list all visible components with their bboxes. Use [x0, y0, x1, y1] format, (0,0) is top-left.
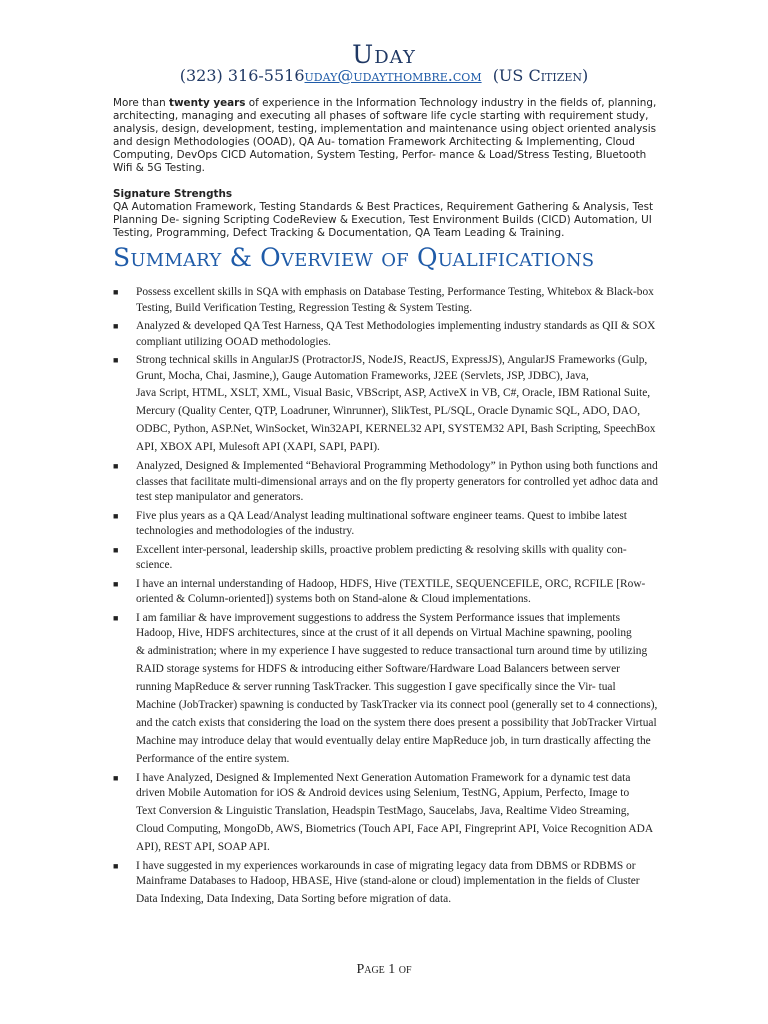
- signature-heading: Signature Strengths: [113, 188, 233, 200]
- list-item: [113, 353, 658, 456]
- section-title: Summary & Overview of Qualifications: [113, 243, 595, 272]
- intro-text: of experience in the Information Technology industry in the fields of, planning, architecting, managing and executing all phases of software life cycle starting with requirement study, analysis, design, development, testing, implementation and maintenance using object oriented analysis and design Methodologies (OOAD), QA Au- tomation Framework Architecting & Implementing, Cloud Computing, DevOps CICD Automation, System Testing, Perfor- mance & Load/Stress Testing, Bluetooth Wifi & 5G Testing.: [113, 97, 657, 175]
- list-item-text: Analyzed, Designed & Implemented “Behavioral Programming Methodology” in Python using both functions and classes that facilitate multi-dimensional arrays and on the fly property generators for controlled yet adhoc data and test step manipulator and generators.: [136, 460, 658, 503]
- list-item-text: I have Analyzed, Designed & Implemented Next Generation Automation Framework for a dynamic test data driven Mobile Automation for iOS & Android devices using Selenium, TestNG, Appium, Perfecto, Image to: [136, 771, 631, 799]
- intro-lead: More than: [113, 97, 169, 109]
- list-item-continuation: Java Script, HTML, XSLT, XML, Visual Basic, VBScript, ASP, ActiveX in VB, C#, Oracle, IBM Rational Suite, Mercury (Quality Center, QTP, Loadruner, Winrunner), SlikTest, PL/SQL, Oracle Dynamic SQL, ADO, DAO, ODBC, Python, ASP.Net, WinSocket, Win32API, KERNEL32 API, SYSTEM32 API, Bash Scripting, SpeechBox API, XBOX API, Mulesoft API (XAPI, SAPI, PAPI).: [136, 387, 656, 453]
- bullet-icon: ■: [113, 287, 119, 297]
- bullet-icon: ■: [113, 321, 119, 331]
- list-item: [113, 459, 658, 506]
- list-item: [113, 611, 658, 768]
- list-item: [113, 859, 658, 908]
- list-item: [113, 285, 658, 316]
- bullet-icon: ■: [113, 461, 119, 471]
- list-item-text: Strong technical skills in AngularJS (ProtractorJS, NodeJS, ReactJS, ExpressJS), AngularJS Frameworks (Gulp, Grunt, Mocha, Chai, Jasmine,), Gauge Automation Frameworks, J2EE (Servlets, JSP, JDBC), Java,: [136, 354, 648, 382]
- list-item: [113, 543, 658, 574]
- bullet-icon: ■: [113, 510, 119, 521]
- bullet-icon: ■: [113, 612, 119, 623]
- qualifications-list: [113, 285, 658, 911]
- list-item-continuation: & administration; where in my experience I have suggested to reduce transactional turn around time by utilizing RAID storage systems for HDFS & introducing either Software/Hardware Load Balancers between server running MapReduce & server running TaskTracker. This suggestion I gave specifically since the Vir- tual Machine (JobTracker) spawning is conducted by TaskTracker via its connect pool (generally set to 4 connections), and the catch exists that considering the load on the system there does present a possibility that JobTracker Virtual Machine may introduce delay that would eventually delay entire MapReduce job, in turn drastically affecting the Performance of the entire system.: [136, 644, 658, 765]
- bullet-icon: ■: [113, 578, 119, 589]
- signature-text: QA Automation Framework, Testing Standards & Best Practices, Requirement Gathering & Analysis, Test Planning De- signing Scripting CodeReview & Execution, Test Environment Builds (CICD) Automation, UI Testing, Programming, Defect Tracking & Documentation, QA Team Leading & Training.: [113, 201, 654, 240]
- list-item-text: I have suggested in my experiences workarounds in case of migrating legacy data from DBMS or RDBMS or Mainframe Databases to Hadoop, HBASE, Hive (stand-alone or cloud) implementation in the fields of Cluster: [136, 859, 640, 887]
- list-item: [113, 509, 658, 540]
- list-item-text: Possess excellent skills in SQA with emphasis on Database Testing, Performance Testing, Whitebox & Black-box Testing, Build Verification Testing, Regression Testing & System Testing.: [136, 286, 654, 314]
- candidate-name: Uday: [352, 40, 416, 69]
- phone-number: (323) 316-5516: [179, 66, 305, 85]
- list-item-continuation: Text Conversion & Linguistic Translation, Headspin TestMago, Saucelabs, Java, Realtime Video Streaming, Cloud Computing, MongoDb, AWS, Biometrics (Touch API, Face API, Fingreprint API, Voice Recognition ADA API), REST API, SOAP API.: [136, 804, 653, 853]
- citizenship: (US Citizen): [492, 66, 589, 85]
- bullet-icon: ■: [113, 772, 119, 783]
- list-item-text: Five plus years as a QA Lead/Analyst leading multinational software engineer teams. Quest to imbibe latest technologies and methodologies of the industry.: [136, 509, 627, 537]
- list-item-text: Analyzed & developed QA Test Harness, QA Test Methodologies implementing industry standards as QII & SOX compliant utilizing OOAD methodologies.: [136, 320, 656, 348]
- list-item-text: I am familiar & have improvement suggestions to address the System Performance issues that implements Hadoop, Hive, HDFS architectures, since at the crust of it all depends on Virtual Machine spawning, pooling: [136, 611, 632, 639]
- list-item-text: I have an internal understanding of Hadoop, HDFS, Hive (TEXTILE, SEQUENCEFILE, ORC, RCFILE [Row-oriented & Column-oriented]) systems both on Stand-alone & Cloud implementations.: [136, 577, 646, 605]
- bullet-icon: ■: [113, 544, 119, 555]
- list-item: [113, 319, 658, 350]
- contact-line: [0, 66, 768, 85]
- list-item-continuation: Data Indexing, Data Indexing, Data Sorting before migration of data.: [136, 892, 452, 905]
- intro-bold: twenty years: [168, 97, 246, 109]
- intro-paragraph: [113, 97, 658, 176]
- bullet-icon: ■: [113, 860, 119, 871]
- list-item: [113, 771, 658, 856]
- bullet-icon: ■: [113, 355, 119, 365]
- page-footer: Page 1 of: [356, 962, 412, 977]
- list-item-text: Excellent inter-personal, leadership skills, proactive problem predicting & resolving skills with quality con- science.: [136, 543, 627, 571]
- list-item: [113, 577, 658, 608]
- email-link[interactable]: uday@udaythombre.com: [304, 66, 482, 85]
